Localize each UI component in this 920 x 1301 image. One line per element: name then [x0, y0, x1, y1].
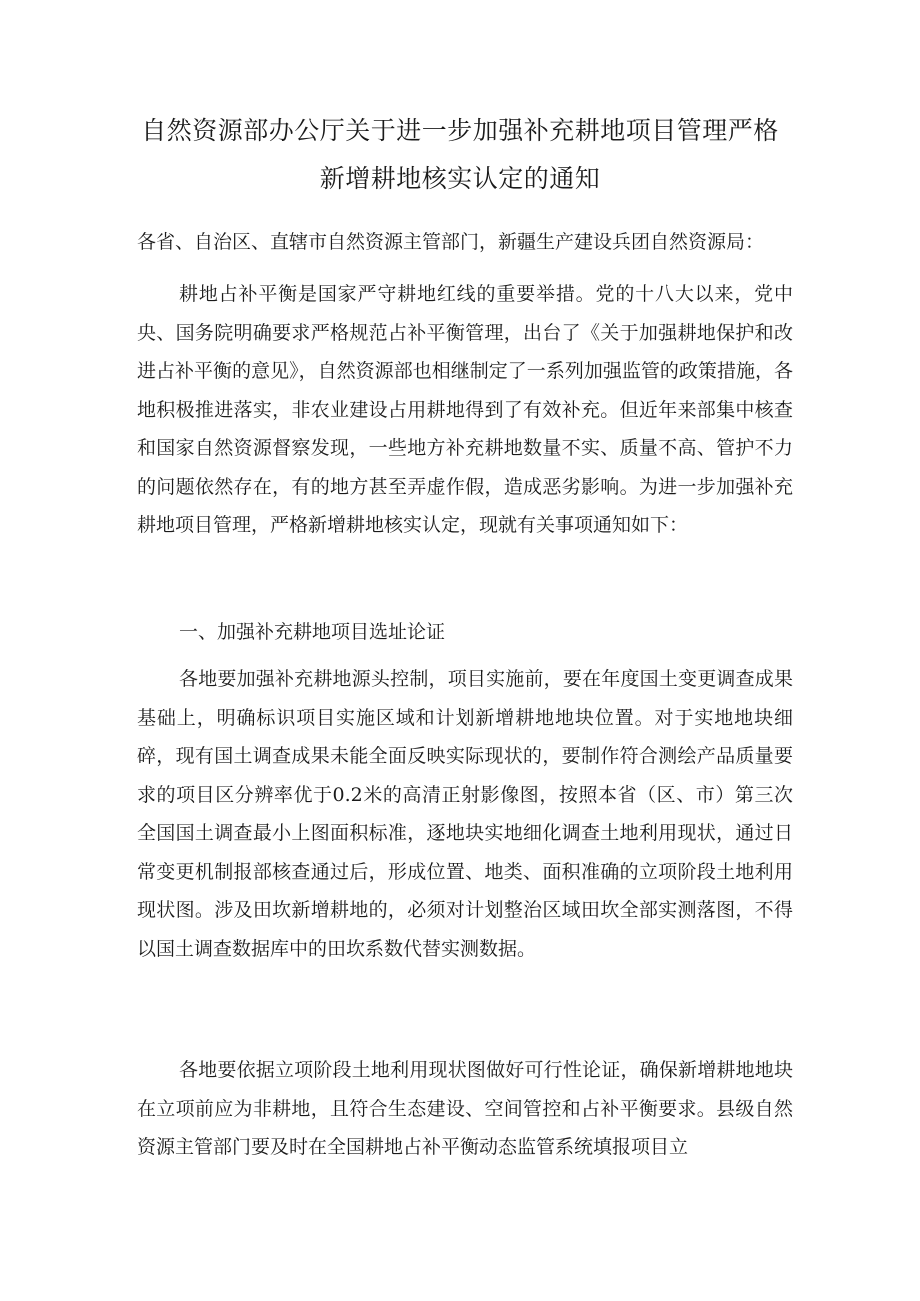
document-title-line-1: 自然资源部办公厅关于进一步加强补充耕地项目管理严格 [141, 116, 779, 145]
salutation: 各省、自治区、直辖市自然资源主管部门，新疆生产建设兵团自然资源局： [137, 231, 765, 253]
paragraph-feasibility: 各地要依据立项阶段土地利用现状图做好可行性论证，确保新增耕地地块在立项前应为非耕地，且符合生态建设、空间管控和占补平衡要求。县级自然资源主管部门要及时在全国耕地占补平衡动态监管系统填报项目立 [137, 1059, 793, 1158]
paragraph-site-selection: 各地要加强补充耕地源头控制，项目实施前，要在年度国土变更调查成果基础上，明确标识项目实施区域和计划新增耕地地块位置。对于实地地块细碎，现有国土调查成果未能全面反映实际现状的，要制作符合测绘产品质量要求的项目区分辨率优于0.2米的高清正射影像图，按照本省（区、市）第三次全国国土调查最小上图面积标准，逐地块实地细化调查土地利用现状，通过日常变更机制报部核查通过后，形成位置、地类、面积准确的立项阶段土地利用现状图。涉及田坎新增耕地的，必须对计划整治区域田坎全部实测落图，不得以国土调查数据库中的田坎系数代替实测数据。 [137, 668, 793, 960]
document-title-line-2: 新增耕地核实认定的通知 [319, 164, 601, 193]
section-heading-1: 一、加强补充耕地项目选址论证 [179, 621, 446, 643]
paragraph-intro: 耕地占补平衡是国家严守耕地红线的重要举措。党的十八大以来，党中央、国务院明确要求严格规范占补平衡管理，出台了《关于加强耕地保护和改进占补平衡的意见》，自然资源部也相继制定了一系列加强监管的政策措施，各地积极推进落实，非农业建设占用耕地得到了有效补充。但近年来部集中核查和国家自然资源督察发现，一些地方补充耕地数量不实、质量不高、管护不力的问题依然存在，有的地方甚至弄虚作假，造成恶劣影响。为进一步加强补充耕地项目管理，严格新增耕地核实认定，现就有关事项通知如下： [137, 283, 793, 536]
